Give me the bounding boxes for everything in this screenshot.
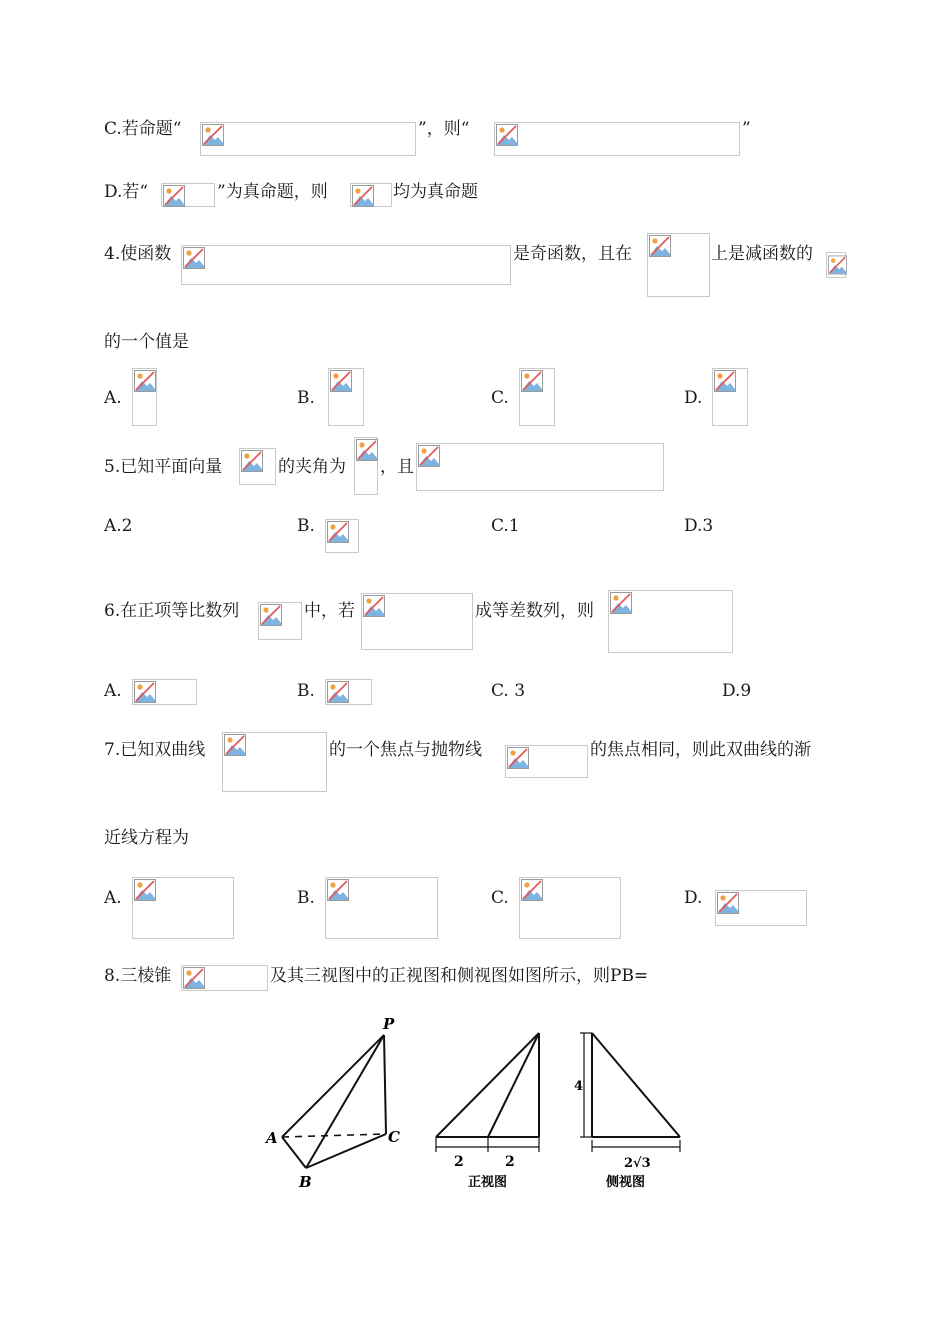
broken-image-icon — [183, 967, 205, 989]
pyramid-drawing — [282, 1035, 386, 1168]
formula-image — [416, 443, 664, 491]
q6-stem-a: 6.在正项等比数列 — [104, 601, 240, 621]
broken-image-icon — [260, 604, 282, 626]
q4-option-d: D. — [684, 388, 703, 408]
broken-image-icon — [224, 734, 246, 756]
side-height-label: 4 — [574, 1079, 584, 1094]
formula-image — [132, 679, 197, 705]
broken-image-icon — [418, 445, 440, 467]
q5-option-b: B. — [297, 516, 315, 536]
broken-image-icon — [327, 879, 349, 901]
q7-option-c: C. — [491, 888, 509, 908]
q3-option-d-prefix: D.若“ — [104, 182, 149, 202]
q8-stem-a: 8.三棱锥 — [104, 966, 172, 986]
formula-image — [494, 122, 740, 156]
vertex-c-label: C — [388, 1128, 400, 1146]
q5-stem-a: 5.已知平面向量 — [104, 457, 223, 477]
broken-image-icon — [507, 747, 529, 769]
formula-image — [608, 590, 733, 653]
q4-stem-b: 是奇函数，且在 — [513, 244, 632, 264]
formula-image — [161, 183, 215, 207]
front-view-drawing — [436, 1033, 539, 1152]
q6-option-a: A. — [104, 681, 122, 701]
broken-image-icon — [356, 439, 378, 461]
q7-stem-c: 的焦点相同，则此双曲线的渐 — [590, 740, 811, 760]
front-view-caption: 正视图 — [468, 1175, 508, 1190]
q6-stem-c: 成等差数列，则 — [475, 601, 594, 621]
vertex-p-label: P — [383, 1015, 395, 1033]
formula-image — [325, 679, 372, 705]
formula-image — [132, 877, 234, 939]
q7-stem-d: 近线方程为 — [104, 828, 189, 848]
broken-image-icon — [521, 879, 543, 901]
q5-option-a: A.2 — [104, 516, 133, 536]
q3-option-c-end: ” — [742, 119, 751, 139]
formula-image — [350, 183, 392, 207]
broken-image-icon — [183, 247, 205, 269]
front-dim-left: 2 — [454, 1154, 464, 1170]
formula-image — [239, 448, 276, 485]
broken-image-icon — [163, 185, 185, 207]
broken-image-icon — [649, 235, 671, 257]
q6-option-d: D.9 — [722, 681, 752, 701]
q3-option-d-end: 均为真命题 — [393, 182, 478, 202]
formula-image — [826, 252, 846, 278]
front-dim-right: 2 — [505, 1154, 515, 1170]
q4-stem-c: 上是减函数的 — [711, 244, 813, 264]
broken-image-icon — [496, 124, 518, 146]
formula-image — [354, 437, 378, 495]
q3-option-c-prefix: C.若命题“ — [104, 119, 182, 139]
q6-stem-b: 中，若 — [304, 601, 355, 621]
formula-image — [712, 368, 748, 426]
q4-option-c: C. — [491, 388, 509, 408]
broken-image-icon — [327, 521, 349, 543]
broken-image-icon — [327, 681, 349, 703]
q4-stem-d: 的一个值是 — [104, 332, 189, 352]
q6-option-b: B. — [297, 681, 315, 701]
formula-image — [222, 732, 327, 792]
formula-image — [258, 602, 302, 640]
q5-option-c: C.1 — [491, 516, 520, 536]
formula-image — [325, 519, 359, 553]
formula-image — [200, 122, 416, 156]
broken-image-icon — [828, 254, 847, 276]
formula-image — [519, 368, 555, 426]
formula-image — [505, 745, 588, 778]
side-base-label: 2√3 — [624, 1156, 651, 1171]
q7-stem-b: 的一个焦点与抛物线 — [329, 740, 482, 760]
formula-image — [715, 890, 807, 926]
formula-image — [519, 877, 621, 939]
broken-image-icon — [363, 595, 385, 617]
vertex-a-label: A — [266, 1129, 278, 1147]
broken-image-icon — [352, 185, 374, 207]
broken-image-icon — [134, 681, 156, 703]
q7-option-d: D. — [684, 888, 703, 908]
side-view-drawing — [580, 1033, 680, 1152]
q3-option-d-mid: ”为真命题，则 — [217, 182, 328, 202]
q6-option-c: C. 3 — [491, 681, 526, 701]
q3-option-c-mid: ”，则“ — [418, 119, 470, 139]
q5-stem-c: ，且 — [380, 457, 414, 477]
formula-image — [328, 368, 364, 426]
formula-image — [325, 877, 438, 939]
broken-image-icon — [241, 450, 263, 472]
formula-image — [181, 245, 511, 285]
q7-option-a: A. — [104, 888, 122, 908]
formula-image — [361, 593, 473, 650]
broken-image-icon — [134, 370, 156, 392]
q4-stem-a: 4.使函数 — [104, 244, 172, 264]
side-view-caption: 侧视图 — [606, 1175, 646, 1190]
broken-image-icon — [202, 124, 224, 146]
q7-stem-a: 7.已知双曲线 — [104, 740, 206, 760]
q4-option-a: A. — [104, 388, 122, 408]
q4-option-b: B. — [297, 388, 315, 408]
vertex-b-label: B — [299, 1173, 312, 1191]
formula-image — [647, 233, 710, 297]
q5-stem-b: 的夹角为 — [278, 457, 346, 477]
formula-image — [132, 368, 157, 426]
broken-image-icon — [714, 370, 736, 392]
pyramid-three-views-figure — [262, 1010, 692, 1200]
q8-stem-b: 及其三视图中的正视图和侧视图如图所示，则PB= — [270, 966, 649, 986]
broken-image-icon — [330, 370, 352, 392]
q7-option-b: B. — [297, 888, 315, 908]
broken-image-icon — [717, 892, 739, 914]
q5-option-d: D.3 — [684, 516, 714, 536]
formula-image — [181, 965, 268, 991]
broken-image-icon — [134, 879, 156, 901]
broken-image-icon — [521, 370, 543, 392]
broken-image-icon — [610, 592, 632, 614]
